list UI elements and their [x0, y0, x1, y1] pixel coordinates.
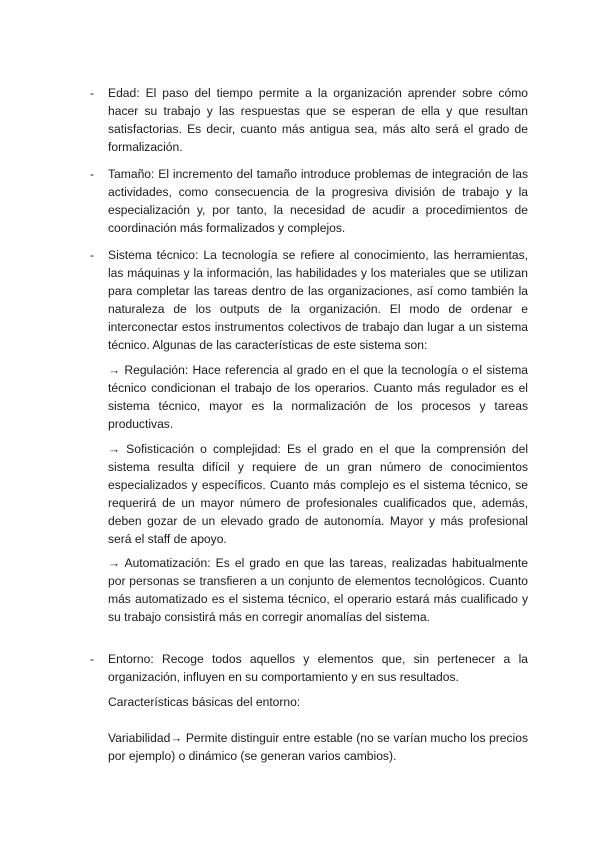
bullet-dash: -	[90, 167, 95, 181]
paragraph-sistema-tecnico: Sistema técnico: La tecnología se refiere al conocimiento, las herramientas, las máquinas y la información, las habilidades y los materiales que se utilizan para completar las tareas dentro de las organizaciones, así como también la naturaleza de los outputs de la organización. El modo de ordenar e interconectar estos instrumentos colectivos de trabajo dan lugar a un sistema técnico. Algunas de las características de este sistema son:	[108, 248, 528, 352]
paragraph-edad: Edad: El paso del tiempo permite a la organización aprender sobre cómo hacer su trabajo y las respuestas que se esperan de ella y que resultan satisfactorias. Es decir, cuanto más antigua sea, más alto será el grado de formalización.	[108, 86, 528, 154]
heading-caracteristicas-entorno: Características básicas del entorno:	[108, 695, 301, 709]
paragraph-tamano: Tamaño: El incremento del tamaño introduce problemas de integración de las actividades, como consecuencia de la progresiva división de trabajo y la especialización y, por tanto, la necesidad de acudir a procedimientos de coordinación más formalizados y complejos.	[108, 167, 528, 235]
bullet-dash: -	[90, 248, 95, 262]
paragraph-regulacion: → Regulación: Hace referencia al grado en el que la tecnología o el sistema técnico condicionan el trabajo de los operarios. Cuanto más regulador es el sistema técnico, mayor es la normalización de los procesos y tareas productivas.	[108, 363, 528, 431]
paragraph-variabilidad: Variabilidad→ Permite distinguir entre estable (no se varían mucho los precios por ejemplo) o dinámico (se generan varios cambios).	[108, 731, 528, 763]
paragraph-automatizacion: → Automatización: Es el grado en que las tareas, realizadas habitualmente por personas se transfieren a un conjunto de elementos tecnológicos. Cuanto más automatizado es el sistema técnico, el operario estará más cualificado y su trabajo consistirá más en corregir anomalías del sistema.	[108, 556, 528, 624]
bullet-dash: -	[90, 652, 95, 666]
paragraph-entorno: Entorno: Recoge todos aquellos y elementos que, sin pertenecer a la organización, influyen en su comportamiento y en sus resultados.	[108, 652, 528, 684]
paragraph-sofisticacion: → Sofisticación o complejidad: Es el grado en el que la comprensión del sistema resulta difícil y requiere de un gran número de conocimientos especializados y específicos. Cuanto más complejo es el sistema técnico, se requerirá de un mayor número de profesionales cualificados que, además, deben gozar de un elevado grado de autonomía. Mayor y más profesional será el staff de apoyo.	[108, 442, 528, 546]
bullet-dash: -	[90, 86, 95, 100]
